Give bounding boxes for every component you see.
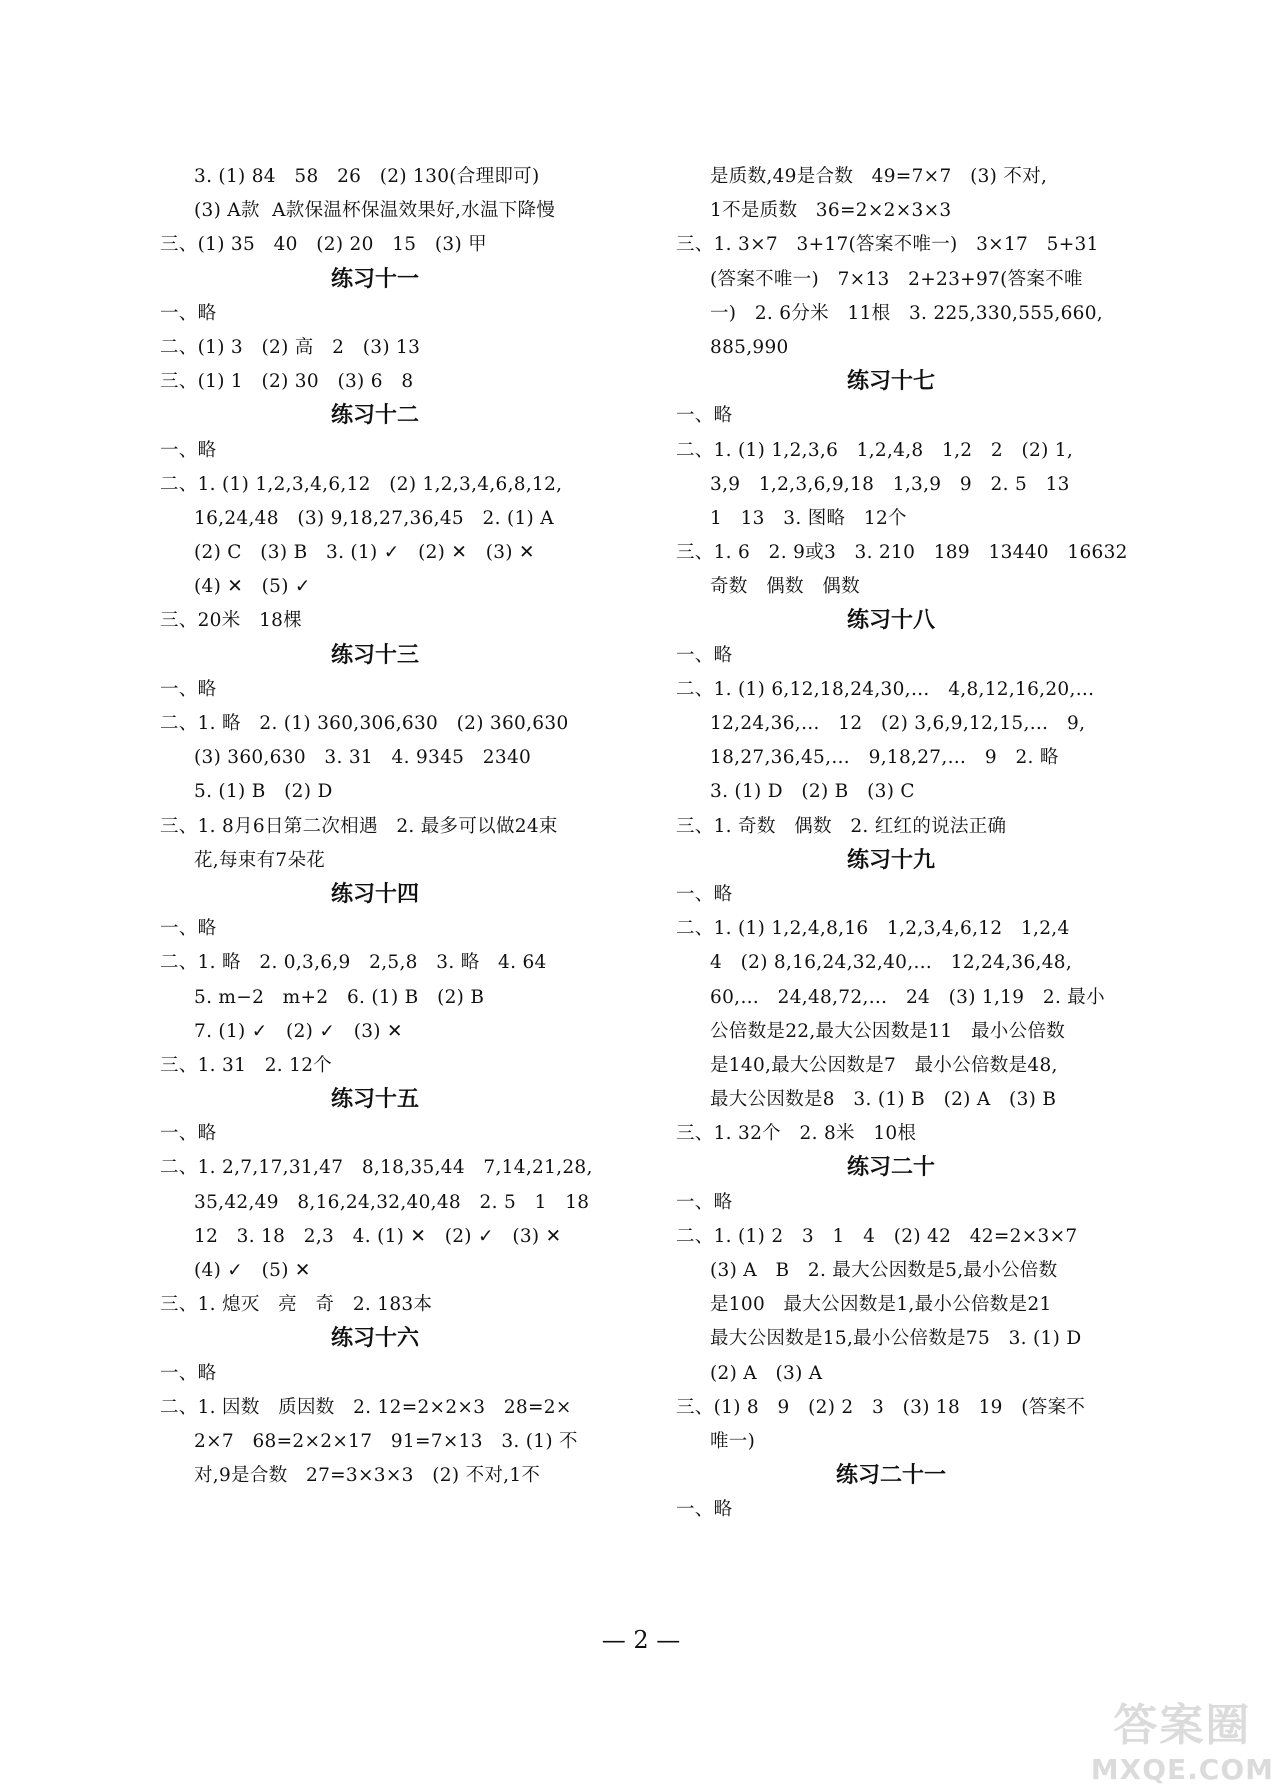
answer-line: 一、略 [676,644,733,666]
section-title: 练习二十 [846,1155,935,1181]
answer-line: 二、1. (1) 2 3 1 4 (2) 42 42=2×3×7 [676,1225,1078,1247]
answer-line: 1 13 3. 图略 12个 [710,507,907,529]
answer-line: 18,27,36,45,… 9,18,27,… 9 2. 略 [710,747,1059,769]
answer-line: 对,9是合数 27=3×3×3 (2) 不对,1不 [194,1465,541,1487]
section-title: 练习十六 [330,1326,419,1352]
answer-line: 二、1. (1) 1,2,3,6 1,2,4,8 1,2 2 (2) 1, [676,439,1074,461]
answer-line: (3) 360,630 3. 31 4. 9345 2340 [194,747,532,769]
answer-line: 2×7 68=2×2×17 91=7×13 3. (1) 不 [194,1430,578,1452]
answer-line: 三、1. 奇数 偶数 2. 红红的说法正确 [676,815,1007,837]
section-title: 练习十三 [330,642,419,668]
answer-line: 1不是质数 36=2×2×3×3 [710,200,952,222]
answer-line: (3) A款 A款保温杯保温效果好,水温下降慢 [194,200,556,222]
answer-line: 16,24,48 (3) 9,18,27,36,45 2. (1) A [194,507,554,529]
section-title: 练习十二 [330,403,419,429]
answer-line: 二、1. 略 2. (1) 360,306,630 (2) 360,630 [160,713,569,734]
answer-line: 12 3. 18 2,3 4. (1) ✕ (2) ✓ (3) ✕ [194,1225,562,1247]
watermark-logo: 答案圈 [1113,1700,1252,1751]
answer-line: 三、(1) 35 40 (2) 20 15 (3) 甲 [160,234,487,256]
section-title: 练习十一 [330,266,419,292]
answer-line: 一、略 [160,1123,217,1145]
answer-line: 三、1. 8月6日第二次相遇 2. 最多可以做24束 [160,815,558,837]
answer-line: 最大公因数是8 3. (1) B (2) A (3) B [710,1089,1057,1111]
answer-line: 5. (1) B (2) D [194,781,333,803]
answer-line: 二、1. (1) 1,2,4,8,16 1,2,3,4,6,12 1,2,4 [676,918,1070,940]
answer-line: 三、1. 32个 2. 8米 10根 [676,1123,917,1145]
section-title: 练习十七 [846,369,935,395]
answer-line: 一、略 [676,405,733,427]
answer-line: 4 (2) 8,16,24,32,40,… 12,24,36,48, [710,952,1073,974]
section-title: 练习十五 [330,1087,419,1113]
answer-line: 三、(1) 1 (2) 30 (3) 6 8 [160,371,414,393]
answer-line: 一、略 [676,883,733,905]
section-title: 练习十四 [330,881,419,907]
answer-line: 35,42,49 8,16,24,32,40,48 2. 5 1 18 [194,1191,590,1213]
answer-line: 三、1. 31 2. 12个 [160,1054,333,1076]
answer-line: 885,990 [710,336,789,358]
answer-line: 二、1. 2,7,17,31,47 8,18,35,44 7,14,21,28, [160,1157,593,1179]
answer-line: (3) A B 2. 最大公因数是5,最小公倍数 [710,1260,1058,1281]
answer-line: (4) ✓ (5) ✕ [194,1260,311,1281]
answer-line: 7. (1) ✓ (2) ✓ (3) ✕ [194,1020,403,1042]
answer-line: 公倍数是22,最大公因数是11 最小公倍数 [710,1020,1066,1042]
answer-line: (答案不唯一) 7×13 2+23+97(答案不唯 [710,268,1083,290]
answer-line: 一、略 [676,1191,733,1213]
answer-line: 奇数 偶数 偶数 [710,576,860,598]
answer-line: 60,… 24,48,72,… 24 (3) 1,19 2. 最小 [710,986,1105,1008]
answer-line: 三、(1) 8 9 (2) 2 3 (3) 18 19 (答案不 [676,1396,1086,1418]
answer-line: 花,每束有7朵花 [194,849,326,871]
answer-line: 一、略 [676,1499,733,1521]
answer-line: 是140,最大公因数是7 最小公倍数是48, [710,1054,1058,1076]
section-title: 练习二十一 [835,1463,946,1489]
answer-line: (4) ✕ (5) ✓ [194,576,311,598]
right-column [676,160,1128,1528]
answer-line: 3. (1) D (2) B (3) C [710,781,915,803]
answer-line: 二、1. (1) 6,12,18,24,30,… 4,8,12,16,20,… [676,678,1095,700]
answer-line: 二、1. 因数 质因数 2. 12=2×2×3 28=2× [160,1396,572,1418]
answer-line: 唯一) [710,1430,756,1452]
watermark [1091,1689,1274,1786]
answer-line: 三、1. 6 2. 9或3 3. 210 189 13440 16632 [676,542,1128,564]
section-title: 练习十八 [846,608,935,634]
left-column [160,160,593,1493]
answer-line: 一、略 [160,678,217,700]
watermark-url: MXQE.COM [1090,1753,1274,1786]
answer-line: (2) C (3) B 3. (1) ✓ (2) ✕ (3) ✕ [194,542,535,564]
answer-line: 三、1. 3×7 3+17(答案不唯一) 3×17 5+31 [676,234,1099,256]
answer-line: 是质数,49是合数 49=7×7 (3) 不对, [710,166,1048,187]
answer-line: 最大公因数是15,最小公倍数是75 3. (1) D [710,1328,1082,1350]
answer-line: (2) A (3) A [710,1362,823,1384]
answer-line: 二、(1) 3 (2) 高 2 (3) 13 [160,336,421,358]
answer-line: 三、1. 熄灭 亮 奇 2. 183本 [160,1294,433,1316]
answer-line: 3. (1) 84 58 26 (2) 130(合理即可) [194,166,540,187]
answer-line: 一、略 [160,918,217,940]
page-number: — 2 — [601,1626,681,1654]
answer-line: 一、略 [160,1362,217,1384]
answer-line: 三、20米 18棵 [160,610,303,632]
answer-line: 一、略 [160,439,217,461]
answer-line: 一) 2. 6分米 11根 3. 225,330,555,660, [710,302,1103,324]
answer-line: 5. m−2 m+2 6. (1) B (2) B [194,986,485,1008]
answer-line: 二、1. 略 2. 0,3,6,9 2,5,8 3. 略 4. 64 [160,952,547,974]
answer-line: 12,24,36,… 12 (2) 3,6,9,12,15,… 9, [710,713,1086,734]
answer-line: 二、1. (1) 1,2,3,4,6,12 (2) 1,2,3,4,6,8,12, [160,473,563,495]
answer-line: 是100 最大公因数是1,最小公倍数是21 [710,1294,1052,1316]
answer-line: 3,9 1,2,3,6,9,18 1,3,9 9 2. 5 13 [710,473,1070,495]
answer-line: 一、略 [160,302,217,324]
section-title: 练习十九 [846,847,935,873]
